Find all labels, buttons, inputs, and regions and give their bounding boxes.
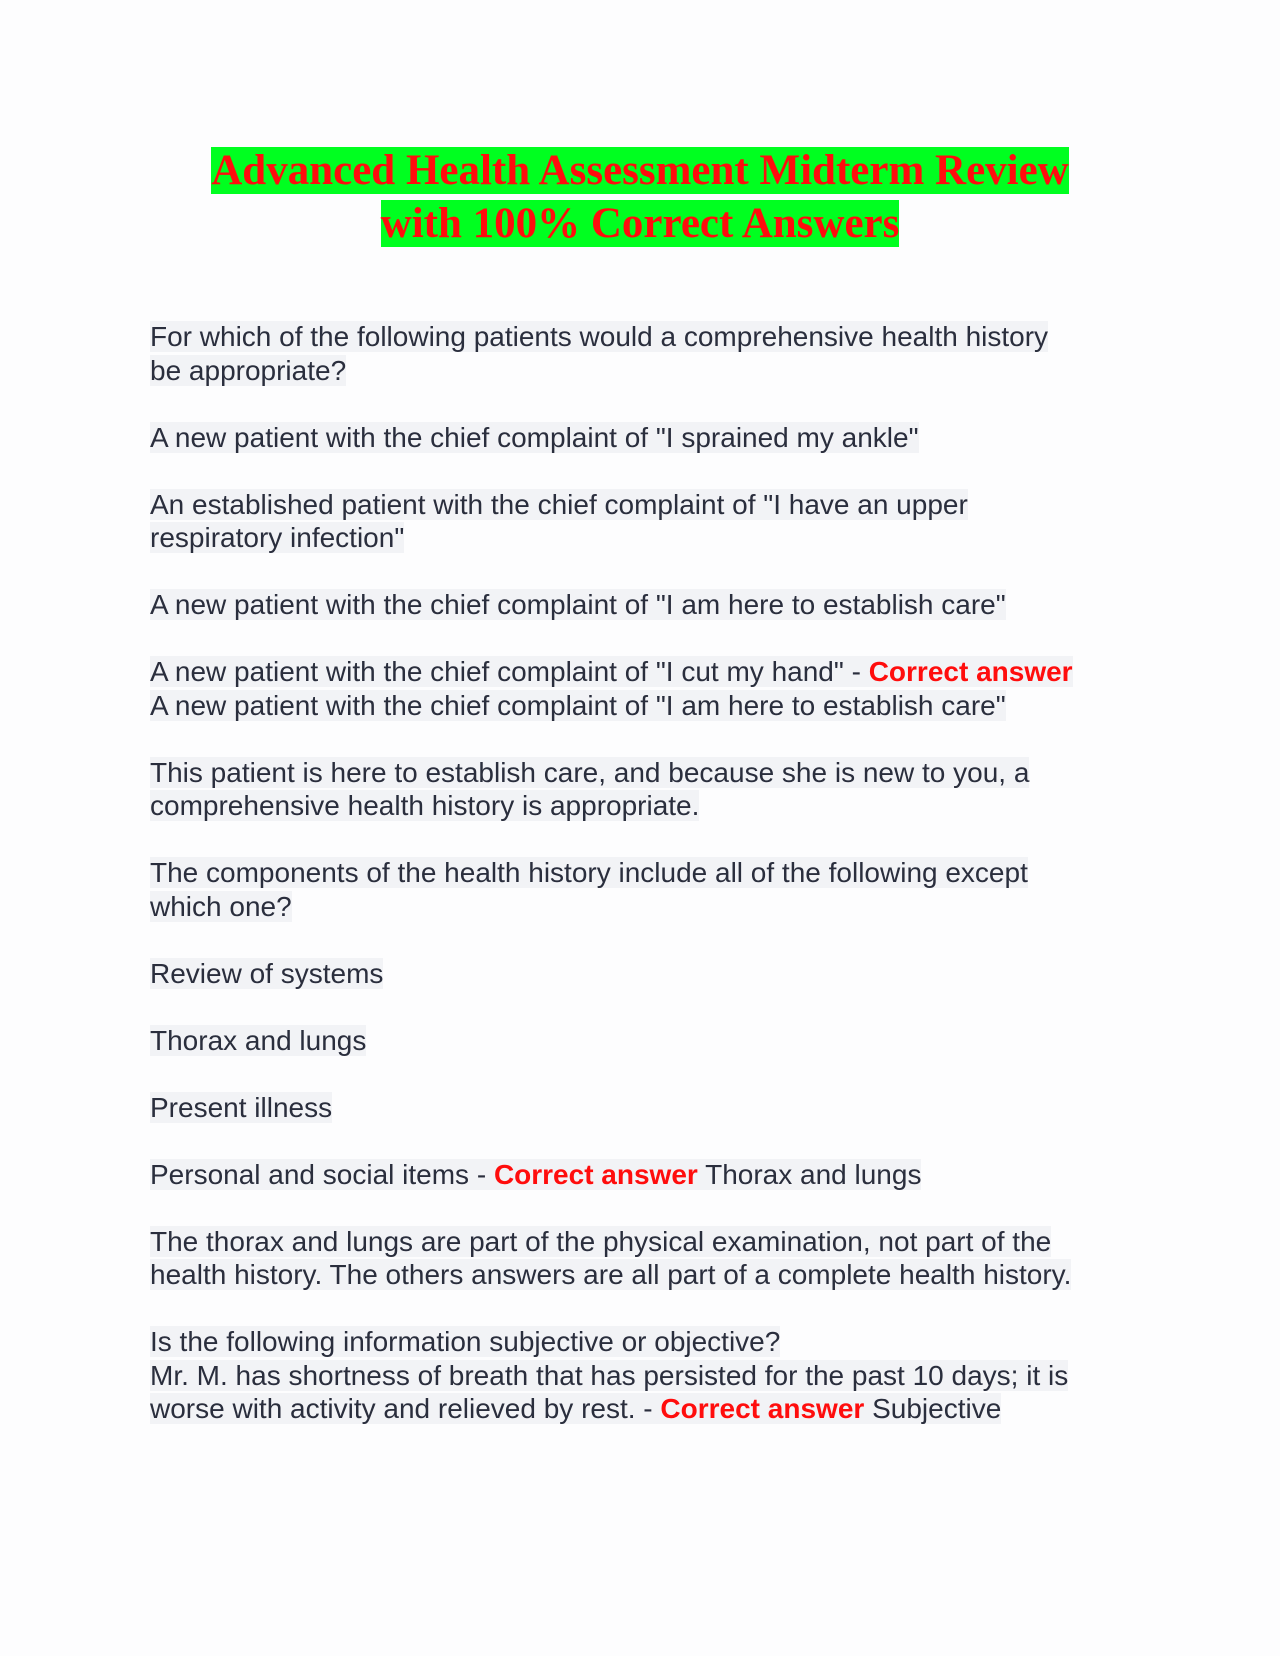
q3-answer: Subjective	[864, 1393, 1002, 1424]
q1-answer: A new patient with the chief complaint of "I am here to establish care"	[150, 689, 1006, 721]
q1-option-b: An established patient with the chief complaint of "I have an upper respiratory infection"	[150, 488, 968, 553]
title-line-2: with 100% Correct Answers	[380, 200, 900, 247]
q2-option-d-with-answer: Personal and social items - Correct answer Thorax and lungs	[150, 1158, 922, 1190]
document-body	[150, 320, 1150, 1459]
document-title	[0, 144, 1280, 250]
q2-question: The components of the health history include all of the following except which one?	[150, 857, 1028, 922]
q2-answer: Thorax and lungs	[697, 1158, 922, 1190]
correct-answer-label: Correct answer	[493, 1158, 698, 1190]
title-line-1: Advanced Health Assessment Midterm Review	[211, 147, 1069, 194]
q3-question-with-answer: Is the following information subjective or objective? Mr. M. has shortness of breath that has persisted for the past 10 days; it is worse with activity and relieved by rest. - Correct answer Subjective	[150, 1326, 1069, 1424]
q1-question: For which of the following patients would a comprehensive health history be appropriate?	[150, 321, 1049, 386]
correct-answer-label: Correct answer	[660, 1393, 865, 1424]
q2-rationale: The thorax and lungs are part of the physical examination, not part of the health history. The others answers are all part of a complete health history.	[150, 1225, 1072, 1290]
correct-answer-label: Correct answer	[868, 656, 1073, 687]
q1-option-d-with-answer: A new patient with the chief complaint of "I cut my hand" - Correct answer A new patient with the chief complaint of "I am here to establish care"	[150, 656, 1073, 721]
q1-rationale: This patient is here to establish care, and because she is new to you, a comprehensive health history is appropriate.	[150, 756, 1030, 821]
q2-option-c: Present illness	[150, 1091, 333, 1123]
q2-option-b: Thorax and lungs	[150, 1024, 367, 1056]
q2-option-a: Review of systems	[150, 957, 384, 989]
q1-option-a: A new patient with the chief complaint of "I sprained my ankle"	[150, 421, 919, 453]
q1-option-c: A new patient with the chief complaint of "I am here to establish care"	[150, 589, 1006, 620]
